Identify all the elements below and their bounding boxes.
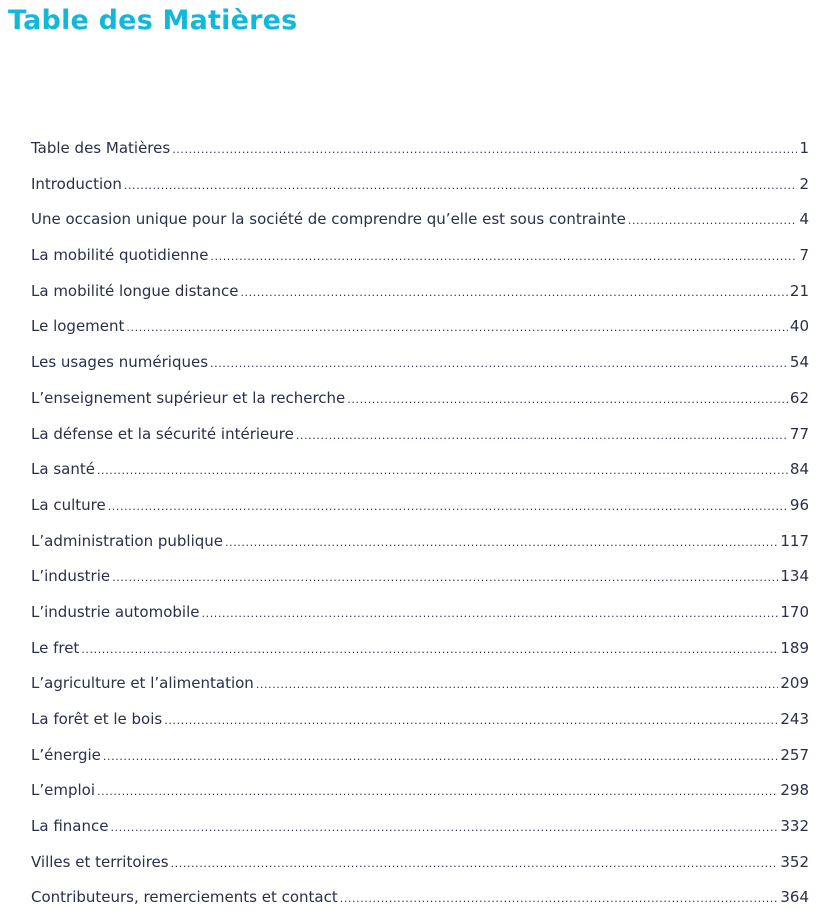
toc-entry-page-number: 243	[780, 710, 809, 728]
toc-entry[interactable]	[31, 131, 809, 167]
dot-leader	[112, 560, 778, 596]
dot-leader	[97, 774, 778, 810]
toc-entry[interactable]	[31, 524, 809, 560]
toc-entry-page-number: 96	[789, 495, 809, 514]
toc-entry-label: L’agriculture et l’alimentation	[31, 674, 254, 693]
toc-entry-label: La défense et la sécurité intérieure	[31, 424, 294, 443]
toc-entry[interactable]	[31, 238, 809, 274]
toc-entry-label: Le logement	[31, 317, 125, 336]
toc-entry[interactable]	[31, 381, 809, 417]
toc-entry-label: Contributeurs, remerciements et contact	[31, 888, 338, 907]
dot-leader	[347, 382, 788, 418]
dot-leader	[124, 168, 798, 204]
toc-entry[interactable]	[31, 845, 809, 881]
toc-entry[interactable]	[31, 773, 809, 809]
toc-entry-page-number: 21	[789, 281, 809, 300]
toc-entry-page-number: 1	[799, 139, 809, 157]
toc-entry-page-number: 134	[780, 567, 809, 586]
toc-entry[interactable]	[31, 809, 809, 845]
toc-entry-page-number: 257	[780, 745, 809, 764]
toc-entry-label: L’industrie automobile	[31, 602, 200, 621]
dot-leader	[202, 596, 779, 632]
toc-entry-label: Une occasion unique pour la société de comprendre qu’elle est sous contrainte	[31, 210, 626, 229]
toc-entry-label: L’emploi	[31, 781, 95, 800]
toc-entry[interactable]	[31, 274, 809, 310]
dot-leader	[126, 310, 787, 346]
dot-leader	[225, 525, 778, 561]
toc-entry-label: Introduction	[31, 174, 122, 193]
dot-leader	[81, 632, 778, 668]
toc-entry-page-number: 364	[780, 888, 809, 907]
toc-entry[interactable]	[31, 666, 809, 702]
toc-entry[interactable]	[31, 559, 809, 595]
dot-leader	[296, 418, 788, 454]
toc-entry[interactable]	[31, 880, 809, 916]
dot-leader	[256, 667, 779, 703]
toc-entry[interactable]	[31, 309, 809, 345]
toc-entry[interactable]	[31, 167, 809, 203]
toc-entry-label: La santé	[31, 460, 95, 479]
toc-entry-page-number: 117	[780, 531, 809, 550]
toc-entry-label: La mobilité quotidienne	[31, 246, 209, 265]
toc-entry-page-number: 77	[789, 424, 809, 443]
toc-entry[interactable]	[31, 738, 809, 774]
dot-leader	[164, 703, 778, 739]
dot-leader	[171, 846, 779, 882]
dot-leader	[108, 489, 788, 525]
toc-entry[interactable]	[31, 631, 809, 667]
toc-entry[interactable]	[31, 488, 809, 524]
dot-leader	[210, 346, 788, 382]
toc-entry-page-number: 352	[780, 852, 809, 871]
dot-leader	[103, 739, 778, 775]
toc-entry-label: L’enseignement supérieur et la recherche	[31, 388, 346, 407]
toc-entry-page-number: 62	[789, 388, 809, 407]
toc-entry-page-number: 84	[789, 460, 809, 479]
toc-entry-label: La mobilité longue distance	[31, 281, 239, 300]
toc-entry-page-number: 54	[789, 353, 809, 372]
toc-entry-label: Villes et territoires	[31, 852, 169, 871]
page-title: Table des Matières	[8, 5, 298, 36]
toc-entry[interactable]	[31, 202, 809, 238]
toc-entry-label: La finance	[31, 817, 109, 836]
dot-leader	[210, 239, 797, 275]
toc-entry-page-number: 332	[780, 817, 809, 836]
toc-entry-label: Table des Matières	[31, 139, 171, 157]
toc-entry-page-number: 170	[780, 602, 809, 621]
dot-leader	[110, 810, 778, 846]
table-of-contents	[31, 131, 809, 916]
toc-entry-label: La forêt et le bois	[31, 710, 163, 728]
toc-entry-page-number: 189	[780, 638, 809, 657]
toc-entry-label: L’administration publique	[31, 531, 223, 550]
dot-leader	[172, 132, 797, 168]
toc-entry-page-number: 40	[789, 317, 809, 336]
toc-entry[interactable]	[31, 345, 809, 381]
toc-entry-label: L’énergie	[31, 745, 101, 764]
toc-entry[interactable]	[31, 595, 809, 631]
toc-entry-page-number: 209	[780, 674, 809, 693]
dot-leader	[340, 881, 779, 917]
toc-entry-label: La culture	[31, 495, 106, 514]
toc-entry[interactable]	[31, 452, 809, 488]
toc-entry-page-number: 7	[799, 246, 809, 265]
toc-entry[interactable]	[31, 702, 809, 738]
toc-entry[interactable]	[31, 417, 809, 453]
toc-entry-label: Les usages numériques	[31, 353, 209, 372]
toc-entry-label: L’industrie	[31, 567, 111, 586]
dot-leader	[97, 453, 788, 489]
toc-entry-page-number: 2	[799, 174, 809, 193]
dot-leader	[240, 275, 787, 311]
toc-entry-page-number: 298	[780, 781, 809, 800]
dot-leader	[628, 203, 798, 239]
toc-entry-label: Le fret	[31, 638, 80, 657]
toc-entry-page-number: 4	[799, 210, 809, 229]
